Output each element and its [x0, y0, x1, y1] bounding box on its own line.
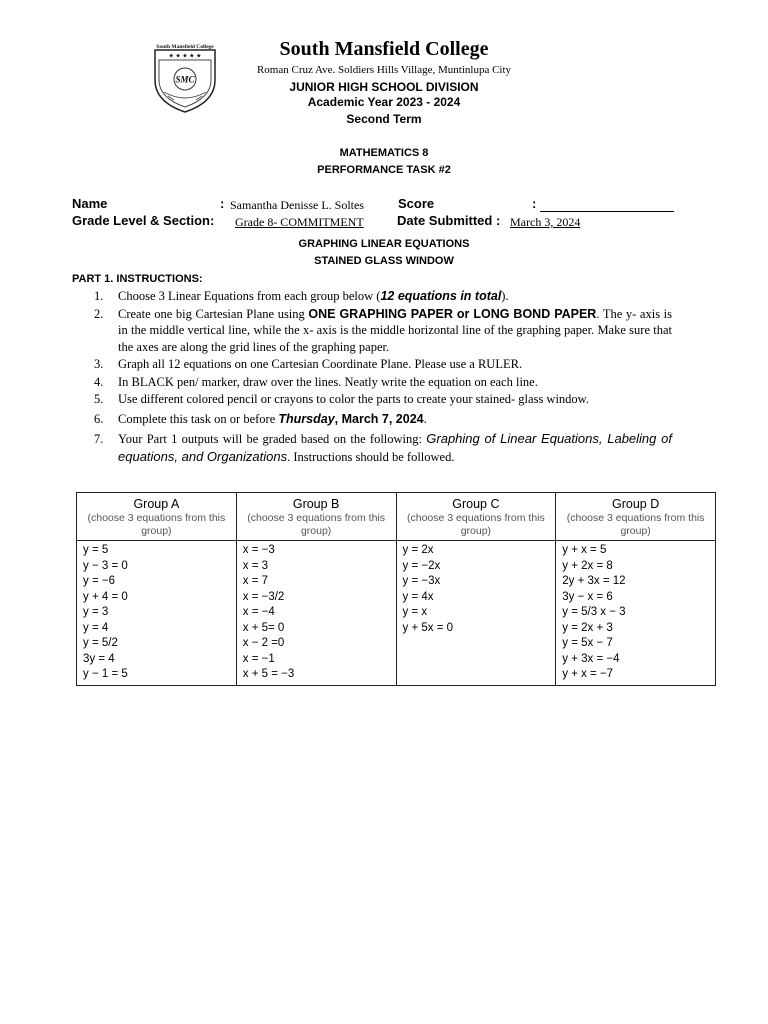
equation: x = −3	[242, 544, 275, 556]
equation: x = 3	[242, 559, 269, 572]
instruction-item: 6. Complete this task on or before Thursday, March 7, 2024.	[94, 411, 427, 426]
instruction-item: 5. Use different colored pencil or crayons to color the parts to create your stained- glass window.	[94, 392, 590, 406]
group-c-header: Group C (choose 3 equations from this group)	[396, 493, 556, 541]
svg-text:★ ★ ★ ★ ★: ★ ★ ★ ★ ★	[168, 53, 202, 60]
equation: y + x = 5	[562, 544, 607, 556]
academic-year: Academic Year 2023 - 2024	[307, 95, 461, 109]
score-blank-line	[540, 211, 674, 212]
score-colon: :	[532, 196, 537, 211]
task-label: PERFORMANCE TASK #2	[317, 164, 451, 176]
equation: x + 5= 0	[242, 621, 285, 634]
equation: y = 2x	[402, 544, 434, 556]
equation: y = 5	[83, 544, 109, 556]
logo-monogram: SMC	[175, 74, 195, 85]
name-value: Samantha Denisse L. Soltes	[230, 198, 364, 212]
equation: y − 1 = 5	[83, 668, 128, 680]
equation: y + 5x = 0	[402, 621, 454, 634]
equation: y + 4 = 0	[83, 590, 128, 603]
date-value: March 3, 2024	[510, 215, 581, 229]
group-b-cell	[236, 541, 396, 686]
instruction-item: 1. Choose 3 Linear Equations from each group below (12 equations in total).	[94, 289, 509, 303]
name-colon: :	[220, 196, 225, 211]
school-address: Roman Cruz Ave. Soldiers Hills Village, Muntinlupa City	[256, 64, 512, 76]
division-label: JUNIOR HIGH SCHOOL DIVISION	[289, 80, 479, 94]
table-header-row	[77, 493, 716, 541]
equation: y + x = −7	[562, 668, 614, 680]
equation-groups-table	[76, 492, 716, 686]
equation: y = 5/2	[83, 637, 118, 649]
equation: x + 5 = −3	[242, 668, 295, 680]
group-d-header: Group D (choose 3 equations from this group)	[556, 493, 716, 541]
instruction-item: 2. Create one big Cartesian Plane using ONE GRAPHING PAPER or LONG BOND PAPER. The y- axis is in the middle vertical line, while the x- axis is the middle horizontal line of the graphing paper. Make sure that the axes are along the grid lines of the graphing paper.	[94, 306, 673, 354]
grade-value: Grade 8- COMMITMENT	[235, 215, 364, 229]
instruction-item: 7. Your Part 1 outputs will be graded based on the following: Graphing of Linear Equations, Labeling of equations, and Organizations. Instructions should be followed.	[94, 431, 673, 464]
equation: y = 5/3 x − 3	[562, 606, 626, 618]
equation: x = −4	[242, 606, 275, 618]
equation: 3y = 4	[83, 652, 115, 665]
instruction-item: 3. Graph all 12 equations on one Cartesian Coordinate Plane. Please use a RULER.	[94, 357, 523, 371]
equation: y = −2x	[402, 559, 441, 572]
subject-label: MATHEMATICS 8	[339, 147, 429, 159]
equation: x = −1	[242, 652, 275, 665]
group-a-header: Group A (choose 3 equations from this group)	[77, 493, 237, 541]
equation: y = 5x − 7	[562, 637, 613, 649]
term-label: Second Term	[346, 112, 422, 126]
equation: y = 3	[83, 606, 109, 618]
equation: y = x	[402, 606, 428, 618]
equation: y = −3x	[402, 575, 441, 587]
group-b-header: Group B (choose 3 equations from this group)	[236, 493, 396, 541]
equation: x = 7	[242, 575, 269, 587]
instructions-list	[72, 288, 672, 467]
equation: 3y − x = 6	[562, 590, 613, 603]
task-subtitle: STAINED GLASS WINDOW	[314, 255, 454, 267]
equation: y − 3 = 0	[83, 559, 128, 572]
score-label: Score	[398, 196, 435, 211]
part-heading: PART 1. INSTRUCTIONS:	[72, 273, 203, 285]
equation: x = −3/2	[242, 590, 285, 603]
grade-label: Grade Level & Section:	[72, 213, 215, 228]
equation: 2y + 3x = 12	[562, 575, 626, 587]
equation: y = 4x	[402, 590, 434, 603]
group-c-cell	[396, 541, 556, 686]
group-d-cell	[556, 541, 716, 686]
table-row	[77, 541, 716, 686]
logo-text: South Mansfield College	[156, 44, 214, 50]
date-label: Date Submitted :	[397, 213, 501, 228]
name-label: Name	[72, 196, 108, 211]
school-name: South Mansfield College	[279, 38, 489, 60]
equation: x − 2 =0	[242, 637, 285, 649]
equation: y + 2x = 8	[562, 559, 613, 572]
group-a-cell	[77, 541, 237, 686]
equation: y = 4	[83, 621, 109, 634]
equation: y = 2x + 3	[562, 621, 613, 634]
equation: y + 3x = −4	[562, 652, 620, 665]
task-title: GRAPHING LINEAR EQUATIONS	[298, 238, 470, 250]
equation: y = −6	[83, 575, 115, 587]
instruction-item: 4. In BLACK pen/ marker, draw over the lines. Neatly write the equation on each line.	[94, 374, 538, 389]
